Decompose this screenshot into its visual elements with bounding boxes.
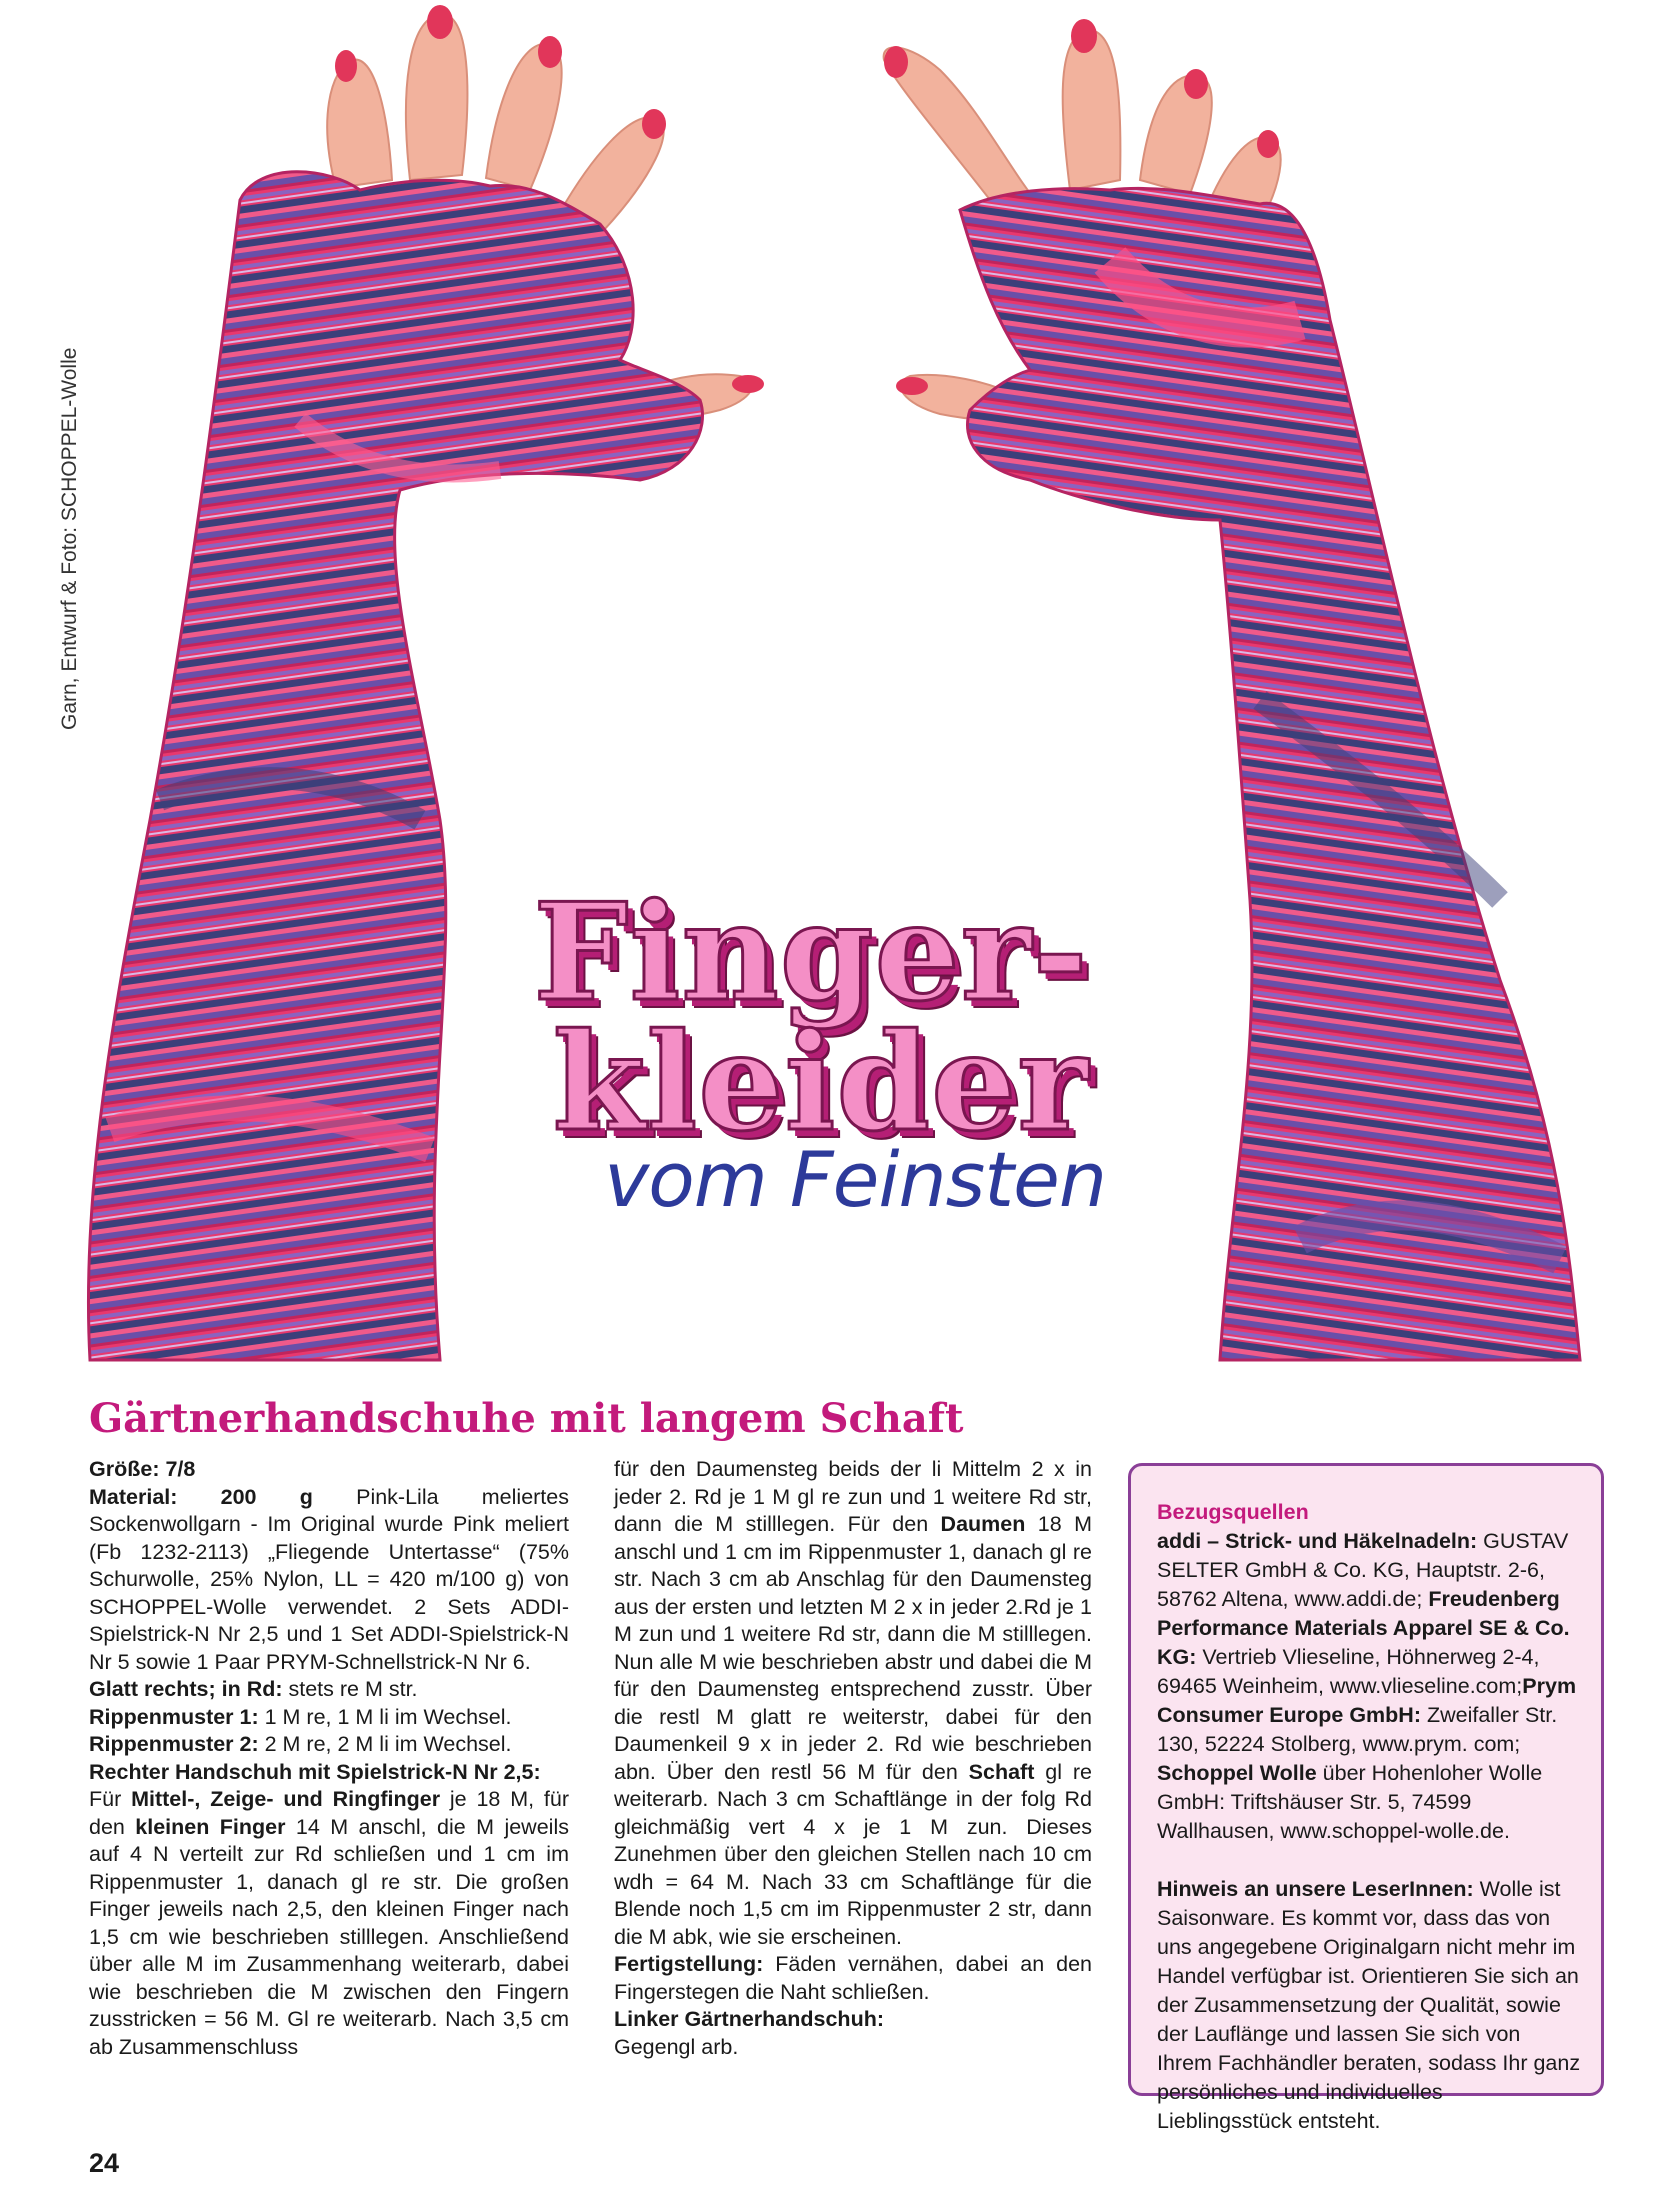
right-glove-heading: Rechter Handschuh mit Spielstrick-N Nr 2,5: [89, 1759, 541, 1784]
size-line: Größe: 7/8 [89, 1457, 196, 1481]
left-glove-heading: Linker Gärtnerhandschuh: [614, 2007, 884, 2031]
thumb-instructions: für den Daumensteg beids der li Mittelm 2 x in jeder 2. Rd je 1 M gl re zun und 1 weitere Rd str, dann die M stilllegen. Für den Daumen 18 M anschl und 1 cm im Rippenmuster 1, danach gl re str. Nach 3 cm ab Anschlag für den Daumensteg aus der ersten und letzten M 2 x in jeder 2.Rd je 1 M zun und 1 weitere Rd str, dann die M stilllegen. Nun alle M wie beschrieben abstr und dabei die M für den Daumensteg entsprechend zusstr. Über die restl M glatt re weiterstr, dabei für den Daumenkeil 9 x in jeder 2. Rd wie beschrieben abn. Über den restl 56 M für den Schaft gl re weiterarb. Nach 3 cm Schaftlänge in der folg Rd gleichmäßig vert 4 x je 1 M zun. Dieses Zunehmen über den gleichen Stellen nach 10 cm wdh = 64 M. Nach 33 cm Schaftlänge für die Blende noch 1,5 cm im Rippenmuster 2 str, dann die M abk, wie sie erscheinen. [614, 1457, 1092, 1949]
page-number: 24 [89, 2148, 120, 2178]
reader-note: Hinweis an unsere LeserInnen: Wolle ist Saisonware. Es kommt vor, dass das von uns angegebene Originalgarn nicht mehr im Handel verfügbar ist. Orientieren Sie sich an der Zusammensetzung der Qualität, sowie der Lauflänge und lassen Sie sich von Ihrem Fachhändler beraten, sodass Ihr ganz persönliches und individuelles Lieblingsstück entsteht. [1157, 1877, 1581, 2133]
material-line: Material: 200 g Pink-Lila meliertes Sockenwollgarn - Im Original wurde Pink meliert (Fb 1232-2113) „Fliegende Untertasse“ (75% Schurwolle, 25% Nylon, LL = 420 m/100 g) von SCHOPPEL-Wolle verwendet. 2 Sets ADDI-Spielstrick-N Nr 2,5 und 1 Set ADDI-Spielstrick-N Nr 5 sowie 1 Paar PRYM-Schnellstrick-N Nr 6. [89, 1484, 569, 1674]
stitch-rib-1: Rippenmuster 1: 1 M re, 1 M li im Wechsel. [89, 1704, 512, 1729]
page-subtitle: vom Feinsten [604, 1135, 1106, 1224]
photo-credit: Garn, Entwurf & Foto: SCHOPPEL-Wolle [58, 347, 81, 730]
instructions-column-left [89, 1456, 569, 2061]
finishing-instructions: Fertigstellung: Fäden vernähen, dabei an den Fingerstegen die Naht schließen. [614, 1952, 1092, 2004]
sources-title: Bezugsquellen [1157, 1500, 1309, 1524]
instructions-column-middle [614, 1456, 1092, 2061]
page-title-line-1: Finger- [533, 873, 1089, 1031]
stitch-plain: Glatt rechts; in Rd: stets re M str. [89, 1677, 418, 1701]
sources-box [1128, 1463, 1604, 2133]
right-glove-instructions: Für Mittel-, Zeige- und Ringfinger je 18 M, für den kleinen Finger 14 M anschl, die M jeweils auf 4 N verteilt zur Rd schließen und 1 cm im Rippenmuster 1, danach gl re str. Die großen Finger jeweils nach 2,5, den kleinen Finger nach 1,5 cm wie beschrieben stilllegen. Anschließend über alle M im Zusammenhang weiterarb, dabei wie beschrieben die M zwischen den Fingern zusstricken = 56 M. Gl re weiterarb. Nach 3,5 cm ab Zusammenschluss [89, 1787, 570, 2059]
page-title-line-2: kleider [552, 1003, 1089, 1161]
article-heading: Gärtnerhandschuhe mit langem Schaft [89, 1395, 964, 1442]
left-glove-instructions: Gegengl arb. [614, 2034, 739, 2059]
stitch-rib-2: Rippenmuster 2: 2 M re, 2 M li im Wechsel. [89, 1732, 512, 1756]
sources-list: addi – Strick- und Häkelnadeln: GUSTAV SELTER GmbH & Co. KG, Hauptstr. 2-6, 58762 Altena, www.addi.de; Freudenberg Performance Materials Apparel SE & Co. KG: Vertrieb Vlieseline, Höhnerweg 2-4, 69465 Weinheim, www.vlieseline.com;Prym Consumer Europe GmbH: Zweifaller Str. 130, 52224 Stolberg, www.prym. com; Schoppel Wolle über Hohenloher Wolle GmbH: Triftshäuser Str. 5, 74599 Wallhausen, www.schoppel-wolle.de. [1157, 1529, 1577, 1843]
